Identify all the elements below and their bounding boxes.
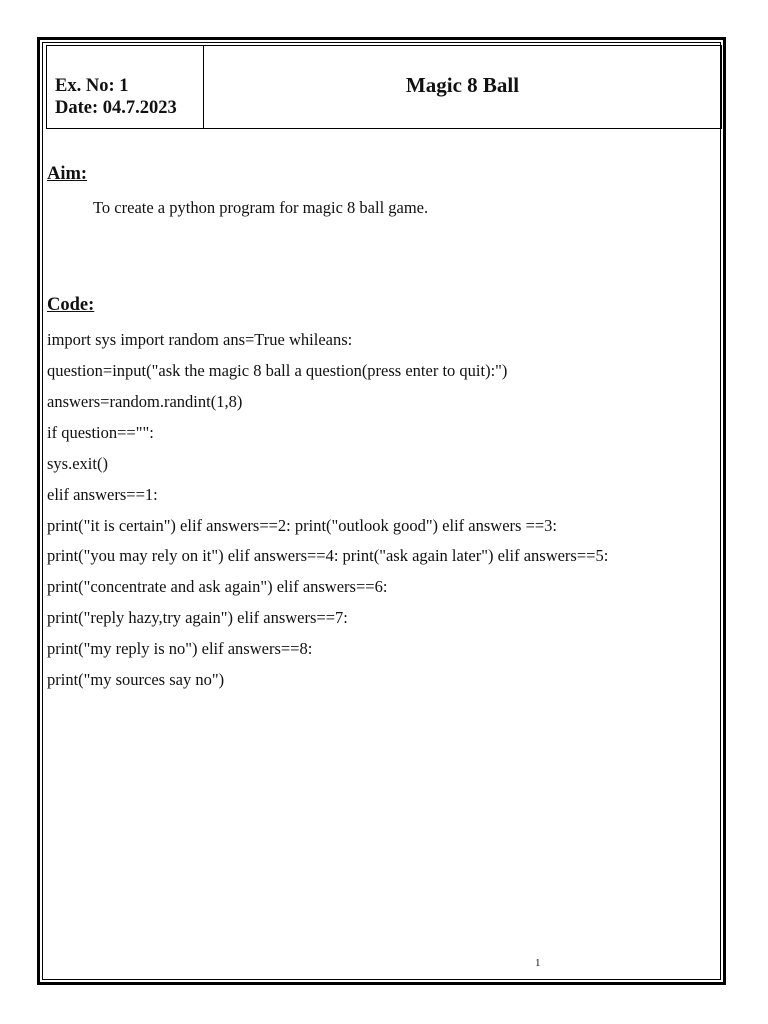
- header-meta: [47, 46, 204, 128]
- code-line: question=input("ask the magic 8 ball a question(press enter to quit):"): [47, 361, 508, 380]
- code-line: elif answers==1:: [47, 485, 158, 504]
- header-box: [46, 45, 722, 129]
- code-line: if question=="":: [47, 423, 154, 442]
- code-line: print("my reply is no") elif answers==8:: [47, 639, 313, 658]
- code-line: print("you may rely on it") elif answers==4: print("ask again later") elif answers==5:: [47, 546, 609, 565]
- code-heading: Code:: [47, 295, 95, 315]
- exercise-number: Ex. No: 1: [55, 76, 129, 96]
- page-border-inner: [42, 42, 721, 980]
- aim-heading: Aim:: [47, 164, 88, 184]
- page-number: 1: [535, 957, 541, 969]
- code-line: import sys import random ans=True whileans:: [47, 330, 353, 349]
- exercise-date: Date: 04.7.2023: [55, 98, 177, 118]
- document-title: Magic 8 Ball: [405, 72, 520, 97]
- code-line: answers=random.randint(1,8): [47, 392, 243, 411]
- code-line: print("my sources say no"): [47, 670, 225, 689]
- code-line: print("concentrate and ask again") elif answers==6:: [47, 577, 388, 596]
- code-line: sys.exit(): [47, 454, 108, 473]
- code-line: print("it is certain") elif answers==2: print("outlook good") elif answers ==3:: [47, 516, 558, 535]
- code-line: print("reply hazy,try again") elif answers==7:: [47, 608, 348, 627]
- aim-text: To create a python program for magic 8 ball game.: [93, 198, 429, 217]
